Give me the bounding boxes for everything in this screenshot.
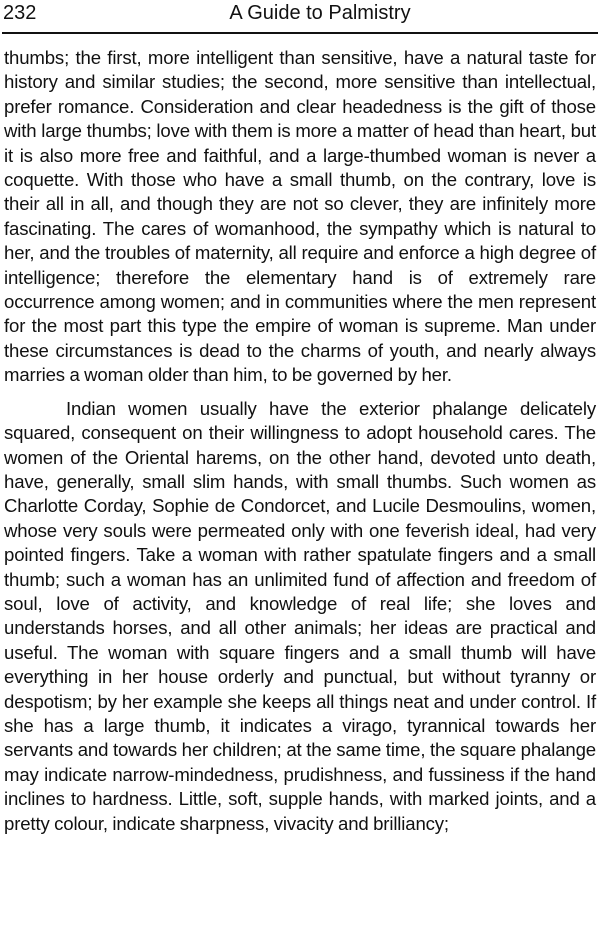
body-text: [4, 46, 596, 836]
header-rule: [2, 32, 598, 34]
paragraph-1: thumbs; the first, more intelligent than sensitive, have a natural taste for history and similar studies; the second, more sensitive than intellectual, prefer romance. Consideration and clear headedness is the gift of those with large thumbs; love with them is more a matter of head than heart, but it is also more free and faithful, and a large-thumbed woman is never a coquette. With those who have a small thumb, on the contrary, love is their all in all, and though they are not so clever, they are infinitely more fascinating. The cares of womanhood, the sympathy which is natural to her, and the troubles of maternity, all require and enforce a high degree of intelligence; therefore the elementary hand is of extremely rare occurrence among women; and in communities where the men represent for the most part this type the empire of woman is supreme. Man under these circumstances is dead to the charms of youth, and nearly always marries a woman older than him, to be governed by her.: [4, 47, 596, 386]
running-head: [0, 0, 600, 28]
book-title: A Guide to Palmistry: [229, 2, 411, 24]
page-number: 232: [3, 2, 37, 24]
paragraph-2: Indian women usually have the exterior phalange delicately squared, consequent on their willingness to adopt household cares. The women of the Oriental harems, on the other hand, devoted unto death, have, generally, small slim hands, with small thumbs. Such women as Charlotte Corday, Sophie de Condorcet, and Lucile Desmoulins, women, whose very souls were permeated only with one feverish ideal, had very pointed fingers. Take a woman with rather spatulate fingers and a small thumb; such a woman has an unlimited fund of affection and freedom of soul, love of activity, and knowledge of real life; she loves and understands horses, and all other animals; her ideas are practical and useful. The woman with square fingers and a small thumb will have everything in her house orderly and punctual, but without tyranny or despotism; by her example she keeps all things neat and under control. If she has a large thumb, it indicates a virago, tyrannical towards her servants and towards her children; at the same time, the square phalange may indicate narrow-mindedness, prudishness, and fussiness if the hand inclines to hardness. Little, soft, supple hands, with marked joints, and a pretty colour, indicate sharpness, vivacity and brilliancy;: [4, 397, 596, 834]
